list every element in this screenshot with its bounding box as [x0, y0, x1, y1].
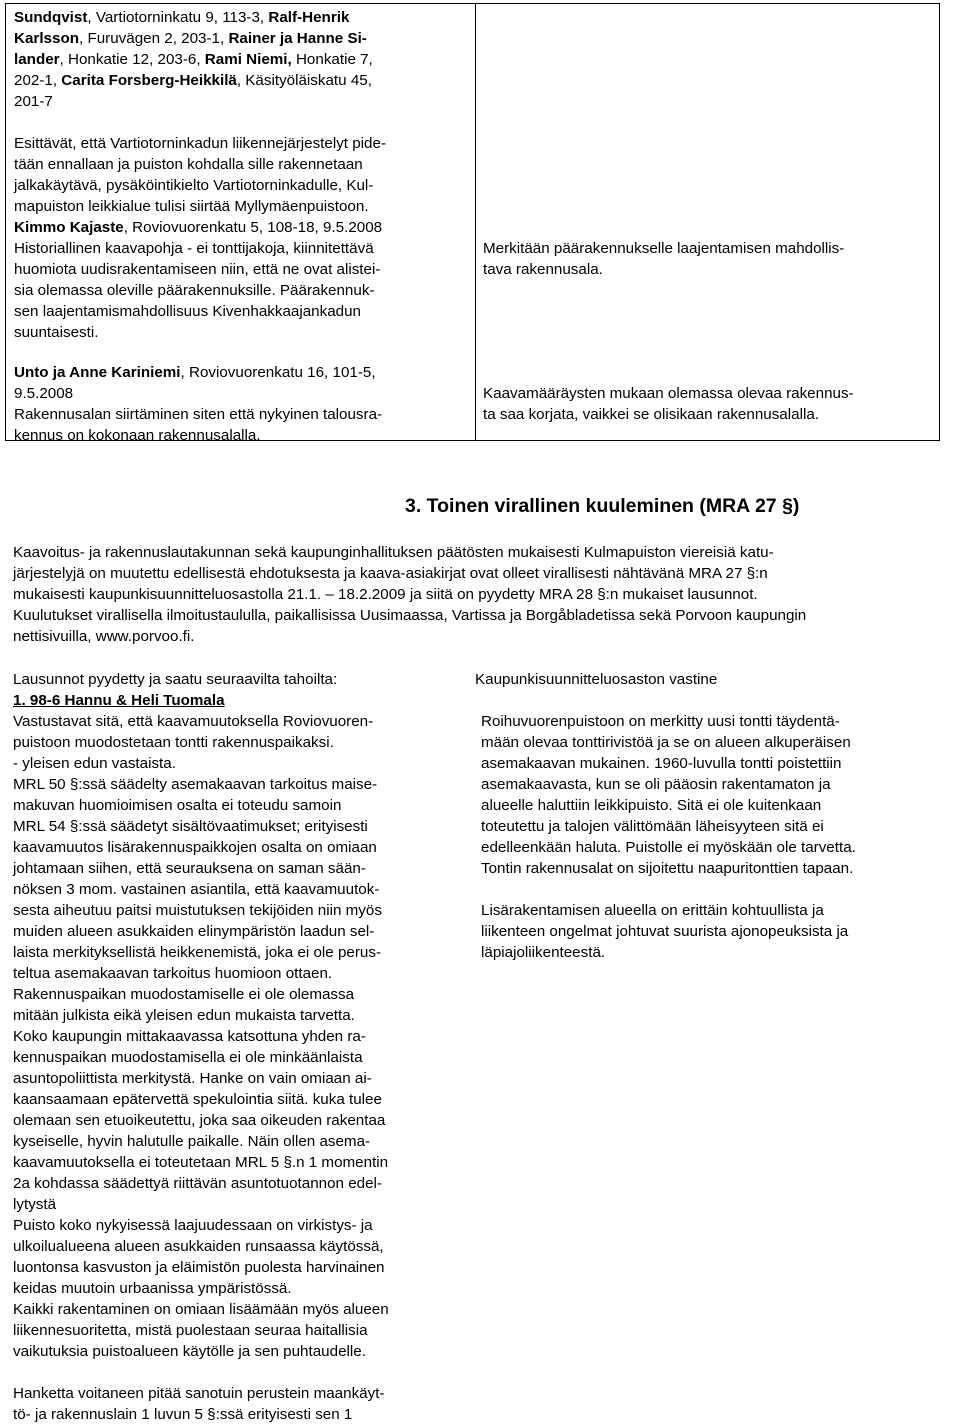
text-line: keidas muutoin urbaanissa ympäristössä. — [13, 1280, 292, 1297]
text-line: Kuulutukset virallisella ilmoitustaululla, paikallisissa Uusimaassa, Vartissa ja Borgåbladetissa sekä Porvoon kaupungin — [13, 607, 807, 624]
text-line: tään ennallaan ja puiston kohdalla sille rakennetaan — [14, 156, 363, 173]
text-line: olemaan sen etuoikeutettu, joka saa oikeuden rakentaa — [13, 1112, 386, 1129]
text-line: suuntaisesti. — [14, 324, 99, 341]
section-heading: 3. Toinen virallinen kuuleminen (MRA 27 §) — [405, 495, 800, 517]
text-line: muiden alueen asukkaiden elinympäristön laadun sel- — [13, 923, 375, 940]
text-line: kaansaamaan epätervettä spekulointia siitä. kuka tulee — [13, 1091, 382, 1108]
text-line: MRL 50 §:ssä säädelty asemakaavan tarkoitus maise- — [13, 776, 378, 793]
text-line: Karlsson, Furuvägen 2, 203-1, Rainer ja Hanne Si- — [14, 30, 367, 47]
text-line: järjestelyjä on muutettu edellisestä ehdotuksesta ja kaava-asiakirjat ovat olleet virallisesti nähtävänä MRA 27 §:n — [13, 565, 768, 582]
text-line: 201-7 — [14, 93, 53, 110]
statement-left-column — [13, 690, 468, 1425]
text-line: mukaisesti kaupunkisuunnitteluosastolla 21.1. – 18.2.2009 ja siitä on pyydetty MRA 28 §:n mukaiset lausunnot. — [13, 586, 758, 603]
text-line: Roihuvuorenpuistoon on merkitty uusi tontti täydentä- — [481, 713, 840, 730]
statements-right-title: Kaupunkisuunnitteluosaston vastine — [475, 671, 718, 688]
table-cell-row2-left — [14, 217, 469, 343]
text-line: Kaavamääräysten mukaan olemassa olevaa rakennus- — [483, 385, 854, 402]
text-line: puistoon muodostetaan tontti rakennuspaikaksi. — [13, 734, 334, 751]
response-paragraph-1 — [481, 711, 931, 879]
text-line: - yleisen edun vastaista. — [13, 755, 176, 772]
text-line: vaikutuksia puistoalueen käytölle ja sen puhtaudelle. — [13, 1343, 366, 1360]
text-line: kaavamuutos lisärakennuspaikkojen osalta on omiaan — [13, 839, 377, 856]
text-line: Hanketta voitaneen pitää sanotuin perustein maankäyt- — [13, 1385, 385, 1402]
text-line: Lisärakentamisen alueella on erittäin kohtuullista ja — [481, 902, 824, 919]
text-line: makuvan huomioimisen osalta ei toteudu samoin — [13, 797, 342, 814]
statements-left-title: Lausunnot pyydetty ja saatu seuraavilta tahoilta: — [13, 671, 338, 688]
text-line: Kimmo Kajaste, Roviovuorenkatu 5, 108-18, 9.5.2008 — [14, 219, 383, 236]
text-line: Unto ja Anne Kariniemi, Roviovuorenkatu 16, 101-5, — [14, 364, 376, 381]
response-paragraph-2 — [481, 900, 931, 963]
text-line: asemakaavan mukainen. 1960-luvulla tontti poistettiin — [481, 755, 842, 772]
text-line: asuntopoliittista merkitystä. Hanke on vain omiaan ai- — [13, 1070, 372, 1087]
text-line: Koko kaupungin mittakaavassa katsottuna yhden ra- — [13, 1028, 366, 1045]
text-line: Merkitään päärakennukselle laajentamisen mahdollis- — [483, 240, 845, 257]
text-line: sia olemassa oleville päärakennuksille. Päärakennuk- — [14, 282, 375, 299]
text-line: Sundqvist, Vartiotorninkatu 9, 113-3, Ralf-Henrik — [14, 9, 350, 26]
text-line: 202-1, Carita Forsberg-Heikkilä, Käsityöläiskatu 45, — [14, 72, 372, 89]
text-line: kennus on kokonaan rakennusalalla. — [14, 427, 261, 444]
text-line: 9.5.2008 — [14, 385, 74, 402]
text-line: Tontin rakennusalat on sijoitettu naapuritonttien tapaan. — [481, 860, 854, 877]
text-line: liikennesuoritetta, mistä puolestaan seuraa haitallisia — [13, 1322, 368, 1339]
text-line: lander, Honkatie 12, 203-6, Rami Niemi, Honkatie 7, — [14, 51, 373, 68]
section-paragraph — [13, 542, 957, 647]
text-line: mään olevaa tonttirivistöä ja se on alueen alkuperäisen — [481, 734, 851, 751]
text-line: nöksen 3 mom. vastainen asiantila, että kaavamuutok- — [13, 881, 380, 898]
text-line: Puisto koko nykyisessä laajuudessaan on virkistys- ja — [13, 1217, 373, 1234]
text-line: tö- ja rakennuslain 1 luvun 5 §:ssä erityisesti sen 1 — [13, 1406, 353, 1423]
text-line: MRL 54 §:ssä säädetyt sisältövaatimukset; erityisesti — [13, 818, 368, 835]
text-line: alueelle haluttiin leikkipuisto. Sitä ei ole kuitenkaan — [481, 797, 822, 814]
table-cell-row1-left — [14, 7, 469, 217]
text-line: luontonsa kasvuston ja eläimistön puolesta harvinainen — [13, 1259, 385, 1276]
text-line: asemakaavasta, kun se oli pääosin rakentamaton ja — [481, 776, 831, 793]
text-line: Historiallinen kaavapohja - ei tonttijakoja, kiinnitettävä — [14, 240, 374, 257]
statements-table — [5, 3, 940, 444]
statement-item-title: 1. 98-6 Hannu & Heli Tuomala — [13, 692, 225, 709]
text-line: Vastustavat sitä, että kaavamuutoksella Roviovuoren- — [13, 713, 374, 730]
text-line: nettisivuilla, www.porvoo.fi. — [13, 628, 195, 645]
text-line: mitään julkista eikä yleisen edun mukaista tarvetta. — [13, 1007, 355, 1024]
text-line: mapuiston leikkialue tulisi siirtää Myllymäenpuistoon. — [14, 198, 369, 215]
text-line: jalkakäytävä, pysäköintikielto Vartiotorninkadulle, Kul- — [14, 177, 374, 194]
text-line: kaavamuutoksella ei toteutetaan MRL 5 §.n 1 momentin — [13, 1154, 389, 1171]
table-cell-row3-right — [483, 383, 928, 425]
text-line: Rakennuspaikan muodostamiselle ei ole olemassa — [13, 986, 355, 1003]
table-cell-row3-left — [14, 362, 469, 446]
text-line: kennuspaikan muodostamisella ei ole minkäänlaista — [13, 1049, 363, 1066]
text-line: Esittävät, että Vartiotorninkadun liikennejärjestelyt pide- — [14, 135, 387, 152]
text-line: Kaavoitus- ja rakennuslautakunnan sekä kaupunginhallituksen päätösten mukaisesti Kulmapuiston viereisiä katu- — [13, 544, 774, 561]
text-line: Rakennusalan siirtäminen siten että nykyinen talousra- — [14, 406, 383, 423]
statement-right-column — [481, 711, 931, 963]
text-line: tava rakennusala. — [483, 261, 603, 278]
text-line: toteutettu ja talojen välittömään läheisyyteen sitä ei — [481, 818, 824, 835]
text-line: 2a kohdassa säädettyä riittävän asuntotuotannon edel- — [13, 1175, 382, 1192]
statement-left-lines — [13, 711, 468, 1362]
text-line: edelleenkään haluta. Puistolle ei myöskään ole tarvetta. — [481, 839, 856, 856]
table-cell-row2-right — [483, 238, 928, 280]
text-line: kyseiselle, hyvin halutulle paikalle. Näin ollen asema- — [13, 1133, 371, 1150]
text-line: teltua asemakaavan tarkoitus huomioon ottaen. — [13, 965, 333, 982]
text-line: johtamaan siihen, että seurauksena on saman sään- — [13, 860, 366, 877]
text-line: huomiota uudisrakentamiseen niin, että ne ovat alistei- — [14, 261, 381, 278]
text-line: laista merkityksellistä heikkenemistä, joka ei ole perus- — [13, 944, 382, 961]
text-line: Kaikki rakentaminen on omiaan lisäämään myös alueen — [13, 1301, 389, 1318]
table-column-divider — [475, 4, 476, 440]
text-line: ta saa korjata, vaikkei se olisikaan rakennusalalla. — [483, 406, 819, 423]
text-line: sesta aiheutuu paitsi muistutuksen tekijöiden niin myös — [13, 902, 382, 919]
text-line: läpiajoliikenteestä. — [481, 944, 606, 961]
text-line: sen laajentamismahdollisuus Kivenhakkaajankadun — [14, 303, 361, 320]
text-line: ulkoilualueena alueen asukkaiden runsaassa käytössä, — [13, 1238, 384, 1255]
text-line: liikenteen ongelmat johtuvat suurista ajonopeuksista ja — [481, 923, 849, 940]
text-line: lytystä — [13, 1196, 57, 1213]
